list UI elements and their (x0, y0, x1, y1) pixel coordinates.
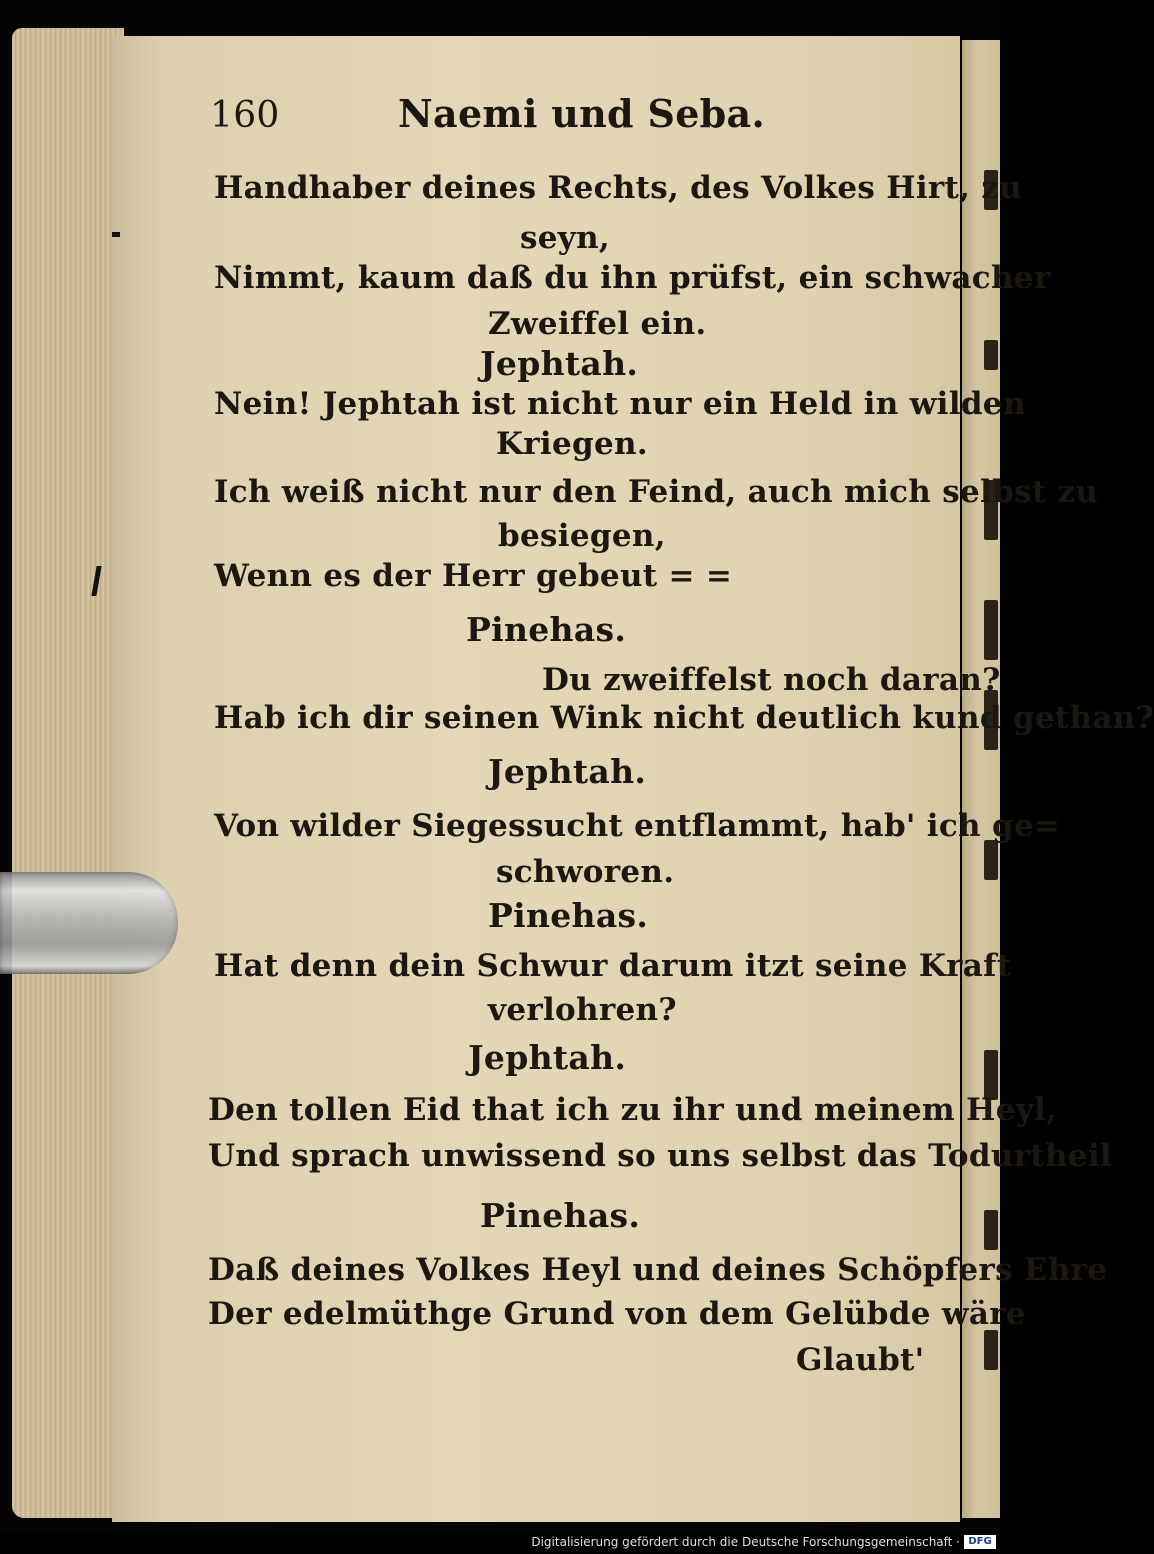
text-line: Ich weiß nicht nur den Feind, auch mich selbst zu (214, 474, 1099, 510)
speaker-name: Pinehas. (488, 896, 649, 935)
text-line: Kriegen. (496, 426, 648, 462)
page-number: 160 (210, 95, 280, 136)
catchword: Glaubt' (796, 1342, 925, 1378)
text-line: Handhaber deines Rechts, des Volkes Hirt, zu (214, 170, 1023, 206)
dfg-logo: DFG (964, 1535, 996, 1549)
text-line: Von wilder Siegessucht entflammt, hab' ich ge= (214, 808, 1061, 844)
text-line: Daß deines Volkes Heyl und deines Schöpfers Ehre (208, 1252, 1108, 1288)
text-line: Und sprach unwissend so uns selbst das Todurtheil (208, 1138, 1112, 1174)
text-line: schworen. (496, 854, 675, 890)
text-line: Hab ich dir seinen Wink nicht deutlich kund gethan? (214, 700, 1154, 736)
speaker-name: Jephtah. (468, 1038, 627, 1077)
text-line: Hat denn dein Schwur darum itzt seine Kraft (214, 948, 1012, 984)
speaker-name: Jephtah. (488, 752, 647, 791)
speaker-name: Pinehas. (466, 610, 627, 649)
funding-credit: Digitalisierung gefördert durch die Deutsche Forschungsgemeinschaft · (531, 1535, 960, 1549)
text-line: Wenn es der Herr gebeut = = (214, 558, 733, 594)
text-line: Nimmt, kaum daß du ihn prüfst, ein schwacher (214, 260, 1051, 296)
text-line: verlohren? (488, 992, 677, 1028)
text-line: Der edelmüthge Grund von dem Gelübde wäre (208, 1296, 1026, 1332)
speaker-name: Pinehas. (480, 1196, 641, 1235)
text-line: Du zweiffelst noch daran? (542, 662, 1001, 698)
speaker-name: Jephtah. (480, 344, 639, 383)
running-title: Naemi und Seba. (398, 91, 766, 136)
text-line: Den tollen Eid that ich zu ihr und meinem Heyl, (208, 1092, 1058, 1128)
digitization-footer (0, 1531, 1000, 1554)
text-line: Nein! Jephtah ist nicht nur ein Held in wilden (214, 386, 1026, 422)
text-line: besiegen, (498, 518, 666, 554)
text-line: Zweiffel ein. (488, 306, 707, 342)
text-line: seyn, (520, 220, 611, 256)
